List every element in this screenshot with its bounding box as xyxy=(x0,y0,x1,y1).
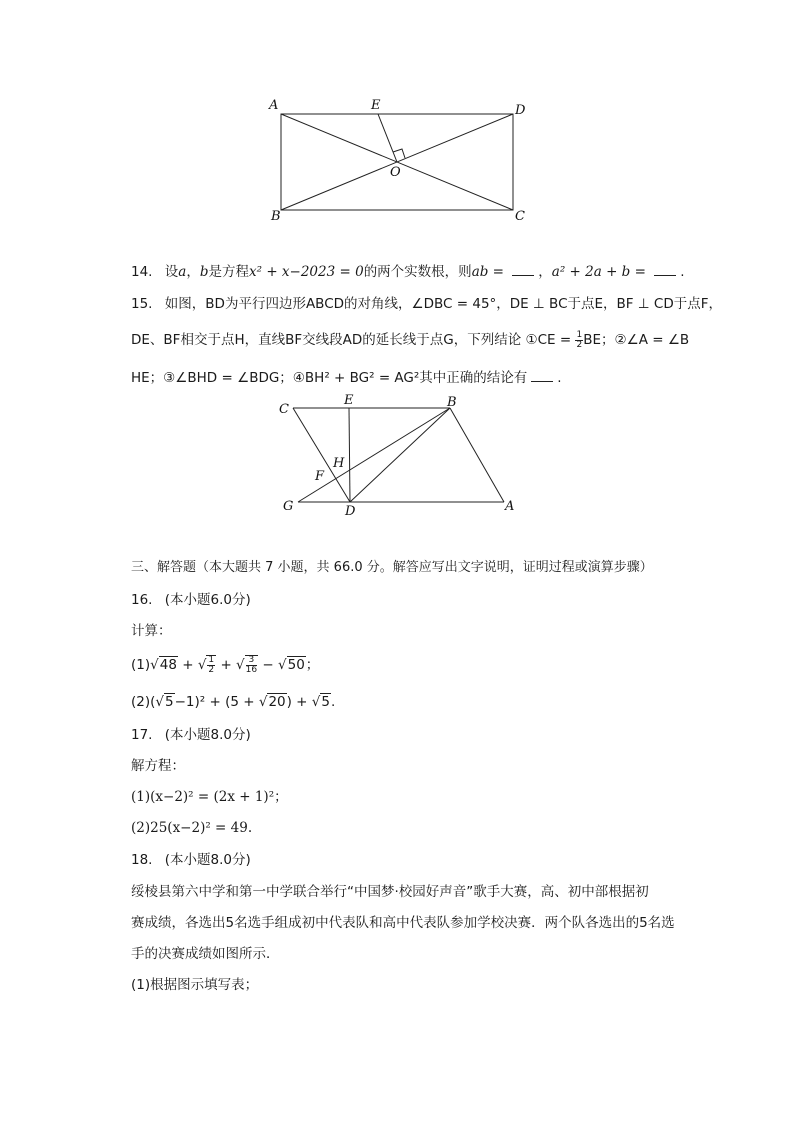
section-3-title: 三、解答题（本大题共 7 小题，共 66.0 分。解答应写出文字说明，证明过程或演算步骤） xyxy=(131,560,653,575)
question-15-line3 xyxy=(131,368,562,388)
q17-part2: (2)25(x−2)² = 49. xyxy=(131,820,253,836)
question-number: 18. xyxy=(131,852,153,868)
q16-part2: (2)(√5−1)² + (5 + √20) + √5. xyxy=(131,694,336,710)
expression-text: ) + xyxy=(286,694,312,710)
radicand: 5 xyxy=(321,694,330,710)
radicand: 20 xyxy=(268,694,286,710)
label-c: C xyxy=(515,209,525,224)
radicand: 48 xyxy=(159,657,177,673)
label-h: H xyxy=(333,456,345,471)
equation: x² + x−2023 = 0 xyxy=(249,264,364,280)
question-score: (本小题6.0分) xyxy=(164,592,251,608)
figure-rectangle xyxy=(260,92,540,227)
q15-text: HE；③∠BHD = ∠BDG；④BH² + BG² = AG²其中正确的结论有 xyxy=(131,370,528,386)
label-d: D xyxy=(515,103,526,118)
punctuation: . xyxy=(331,694,336,710)
label-g: G xyxy=(283,499,294,514)
question-15-line2 xyxy=(131,330,689,350)
q15-text: DE、BF相交于点H，直线BF交线段AD的延长线于点G，下列结论 ①CE = xyxy=(131,332,576,348)
question-number: 16. xyxy=(131,592,153,608)
label-a: A xyxy=(505,499,515,514)
q14-text: . xyxy=(680,264,685,280)
fraction-numerator: 3 xyxy=(246,656,257,666)
q14-text: ， xyxy=(538,264,552,280)
label-f: F xyxy=(315,469,325,484)
question-14 xyxy=(131,262,685,282)
figure-parallelogram xyxy=(270,390,530,520)
label-a: A xyxy=(269,98,279,113)
question-17-header xyxy=(131,725,251,745)
question-number: 17. xyxy=(131,727,153,743)
fraction-denominator: 16 xyxy=(245,665,258,675)
q18-text-line1: 绥棱县第六中学和第一中学联合举行“中国梦·校园好声音”歌手大赛，高、初中部根据初 xyxy=(131,884,649,900)
line-bg xyxy=(298,408,450,502)
expression-a2: a² + 2a + b = xyxy=(551,264,651,280)
radicand: 5 xyxy=(165,694,174,710)
q17-part1: (1)(x−2)² = (2x + 1)²； xyxy=(131,789,288,805)
q16-part1: (1)√48 + √ $\frac{1}{2}$ + √ $\frac{3}{16}$ − √50； xyxy=(131,655,320,675)
fraction-denominator: 2 xyxy=(208,665,215,675)
question-15-line1 xyxy=(131,294,722,314)
question-score: (本小题8.0分) xyxy=(164,852,251,868)
question-16-header xyxy=(131,590,251,610)
q14-text: 设 xyxy=(164,264,179,280)
label-c: C xyxy=(279,402,289,417)
label-e: E xyxy=(344,393,354,408)
answer-blank[interactable] xyxy=(654,263,676,276)
q15-text: . xyxy=(557,370,562,386)
fraction-numerator: 1 xyxy=(576,329,583,340)
fraction-numerator: 1 xyxy=(208,655,215,665)
question-18-header xyxy=(131,850,251,870)
side-ba xyxy=(450,408,504,502)
label-o: O xyxy=(390,165,401,180)
part-label: (2)( xyxy=(131,694,156,710)
label-b: B xyxy=(447,395,457,410)
fraction-root xyxy=(206,655,216,675)
answer-blank[interactable] xyxy=(512,263,534,276)
q14-text: ， xyxy=(186,264,200,280)
question-number: 15. xyxy=(131,296,153,312)
q14-text: 的两个实数根，则 xyxy=(363,264,472,280)
q18-text-line2: 赛成绩，各选出5名选手组成初中代表队和高中代表队参加学校决赛．两个队各选出的5名选 xyxy=(131,915,675,931)
diagonal-bd xyxy=(350,408,450,502)
punctuation: ； xyxy=(305,657,320,673)
question-number: 14. xyxy=(131,264,153,280)
expression-ab: ab = xyxy=(471,264,509,280)
label-e: E xyxy=(371,98,381,113)
expression-text: −1)² + (5 + xyxy=(174,694,259,710)
q15-text: BE；②∠A = ∠B xyxy=(583,332,690,348)
q18-part1: (1)根据图示填写表； xyxy=(131,977,259,993)
q17-prompt: 解方程： xyxy=(131,758,185,774)
var-a: a xyxy=(178,264,187,280)
var-b: b xyxy=(199,264,209,280)
segment-de xyxy=(349,408,350,502)
radicand: 50 xyxy=(287,657,305,673)
q14-text: 是方程 xyxy=(208,264,249,280)
q18-text-line3: 手的决赛成绩如图所示． xyxy=(131,946,280,962)
q16-prompt: 计算： xyxy=(131,623,172,639)
fraction-denominator: 2 xyxy=(576,339,583,350)
fraction-root xyxy=(245,655,258,675)
part-label: (1) xyxy=(131,657,151,673)
q15-text: 如图，BD为平行四边形ABCD的对角线，∠DBC = 45°，DE ⊥ BC于点E，BF ⊥ CD于点F， xyxy=(164,296,722,312)
question-score: (本小题8.0分) xyxy=(164,727,251,743)
label-b: B xyxy=(271,209,281,224)
answer-blank[interactable] xyxy=(531,369,553,382)
label-d: D xyxy=(345,504,356,519)
